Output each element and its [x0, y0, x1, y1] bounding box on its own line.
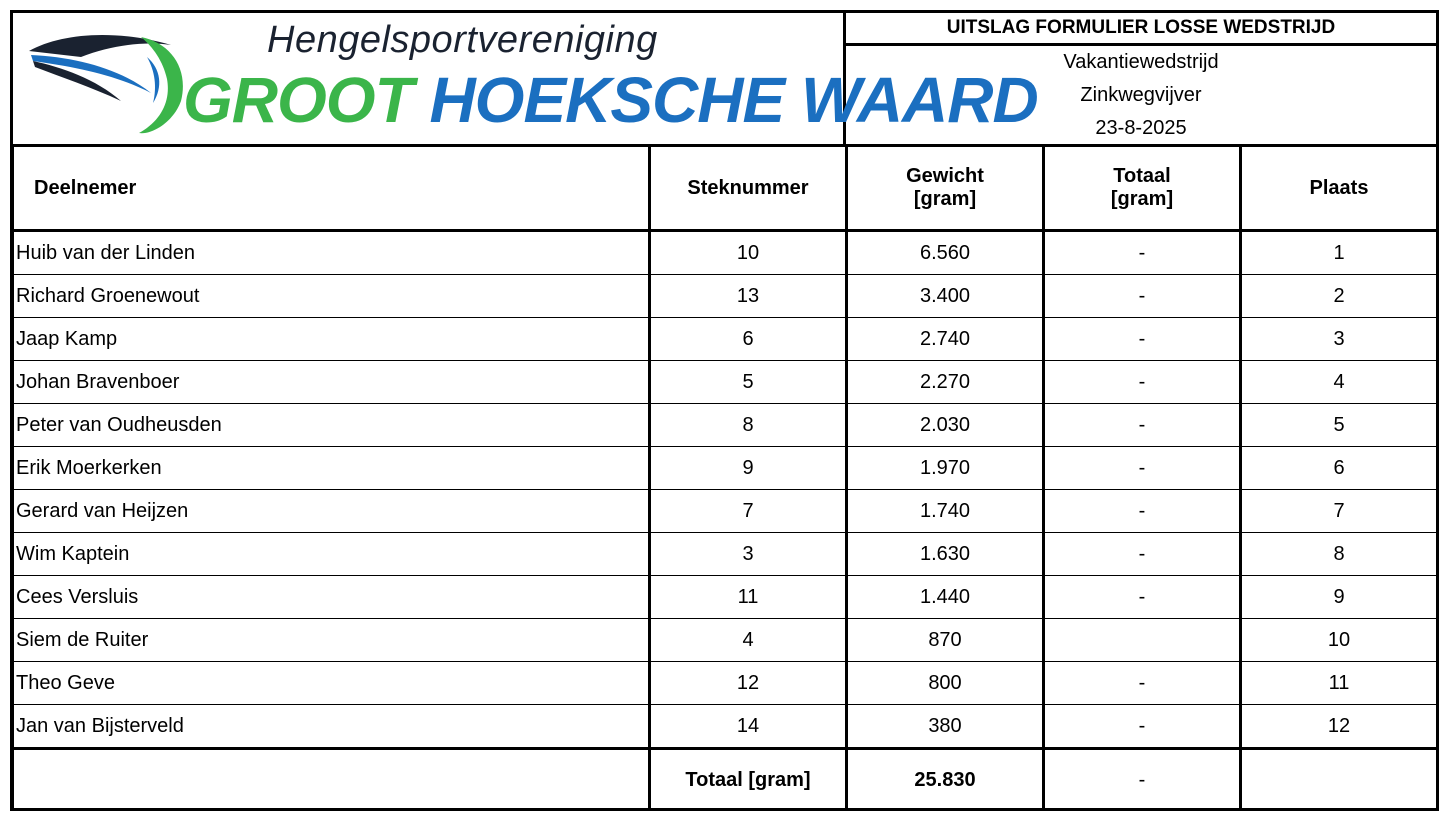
- club-logo: [13, 13, 1038, 144]
- cell-place: 4: [1241, 361, 1437, 404]
- cell-weight: 3.400: [847, 275, 1044, 318]
- cell-participant: Johan Bravenboer: [14, 361, 650, 404]
- cell-place: 7: [1241, 490, 1437, 533]
- event-date: 23-8-2025: [1095, 117, 1187, 139]
- table-row: [14, 231, 1437, 275]
- cell-weight: 1.970: [847, 447, 1044, 490]
- cell-place: 1: [1241, 231, 1437, 275]
- results-table: [13, 144, 1437, 811]
- cell-place: 10: [1241, 619, 1437, 662]
- cell-place: 2: [1241, 275, 1437, 318]
- cell-total: -: [1044, 404, 1241, 447]
- cell-total: -: [1044, 576, 1241, 619]
- cell-total: [1044, 619, 1241, 662]
- cell-peg: 10: [650, 231, 847, 275]
- cell-participant: Huib van der Linden: [14, 231, 650, 275]
- cell-peg: 7: [650, 490, 847, 533]
- col-weight-unit: [gram]: [913, 188, 977, 210]
- cell-weight: 2.030: [847, 404, 1044, 447]
- total-empty: [14, 749, 650, 811]
- cell-peg: 14: [650, 705, 847, 749]
- cell-weight: 870: [847, 619, 1044, 662]
- cell-total: -: [1044, 231, 1241, 275]
- cell-peg: 6: [650, 318, 847, 361]
- cell-total: -: [1044, 275, 1241, 318]
- cell-weight: 2.740: [847, 318, 1044, 361]
- table-row: [14, 619, 1437, 662]
- table-row: [14, 490, 1437, 533]
- cell-participant: Siem de Ruiter: [14, 619, 650, 662]
- cell-participant: Richard Groenewout: [14, 275, 650, 318]
- cell-peg: 4: [650, 619, 847, 662]
- cell-total: -: [1044, 705, 1241, 749]
- table-row: [14, 576, 1437, 619]
- col-participant: Deelnemer: [14, 146, 650, 231]
- table-row: [14, 447, 1437, 490]
- table-row: [14, 533, 1437, 576]
- header-row: [14, 146, 1437, 231]
- cell-total: -: [1044, 533, 1241, 576]
- cell-weight: 1.440: [847, 576, 1044, 619]
- cell-total: -: [1044, 361, 1241, 404]
- table-row: [14, 404, 1437, 447]
- total-label: Totaal [gram]: [650, 749, 847, 811]
- cell-participant: Cees Versluis: [14, 576, 650, 619]
- event-name: Vakantiewedstrijd: [1063, 51, 1219, 73]
- cell-participant: Peter van Oudheusden: [14, 404, 650, 447]
- cell-weight: 1.630: [847, 533, 1044, 576]
- cell-place: 6: [1241, 447, 1437, 490]
- cell-weight: 6.560: [847, 231, 1044, 275]
- cell-place: 9: [1241, 576, 1437, 619]
- event-location: Zinkwegvijver: [1080, 84, 1202, 106]
- table-row: [14, 361, 1437, 404]
- col-total-unit: [gram]: [1110, 188, 1174, 210]
- cell-peg: 3: [650, 533, 847, 576]
- cell-place: 5: [1241, 404, 1437, 447]
- table-row: [14, 662, 1437, 705]
- cell-weight: 800: [847, 662, 1044, 705]
- cell-total: -: [1044, 447, 1241, 490]
- cell-peg: 5: [650, 361, 847, 404]
- cell-peg: 13: [650, 275, 847, 318]
- cell-place: 3: [1241, 318, 1437, 361]
- org-name-groot: GROOT: [183, 64, 413, 136]
- cell-place: 8: [1241, 533, 1437, 576]
- results-form: [10, 10, 1439, 811]
- table-row: [14, 275, 1437, 318]
- cell-place: 12: [1241, 705, 1437, 749]
- cell-participant: Gerard van Heijzen: [14, 490, 650, 533]
- cell-peg: 8: [650, 404, 847, 447]
- col-weight: [847, 146, 1044, 231]
- cell-peg: 9: [650, 447, 847, 490]
- cell-total: -: [1044, 490, 1241, 533]
- table-row: [14, 705, 1437, 749]
- col-peg: Steknummer: [650, 146, 847, 231]
- org-name-top: Hengelsportvereniging: [267, 19, 658, 61]
- col-weight-label: Gewicht: [906, 165, 984, 187]
- form-title: UITSLAG FORMULIER LOSSE WEDSTRIJD: [846, 13, 1436, 46]
- total-place-empty: [1241, 749, 1437, 811]
- cell-place: 11: [1241, 662, 1437, 705]
- cell-weight: 1.740: [847, 490, 1044, 533]
- form-header: [846, 13, 1436, 144]
- col-total-label: Totaal: [1113, 165, 1171, 187]
- cell-total: -: [1044, 662, 1241, 705]
- cell-participant: Jan van Bijsterveld: [14, 705, 650, 749]
- total-total: -: [1044, 749, 1241, 811]
- total-row: [14, 749, 1437, 811]
- total-weight: 25.830: [847, 749, 1044, 811]
- fish-logo-icon: [21, 23, 191, 138]
- col-total: [1044, 146, 1241, 231]
- cell-participant: Theo Geve: [14, 662, 650, 705]
- table-row: [14, 318, 1437, 361]
- event-info: [846, 46, 1436, 145]
- cell-peg: 12: [650, 662, 847, 705]
- cell-participant: Wim Kaptein: [14, 533, 650, 576]
- cell-total: -: [1044, 318, 1241, 361]
- org-name-hoeksche-waard: HOEKSCHE WAARD: [429, 64, 1038, 136]
- cell-weight: 380: [847, 705, 1044, 749]
- cell-peg: 11: [650, 576, 847, 619]
- cell-weight: 2.270: [847, 361, 1044, 404]
- cell-participant: Erik Moerkerken: [14, 447, 650, 490]
- col-place: Plaats: [1241, 146, 1437, 231]
- cell-participant: Jaap Kamp: [14, 318, 650, 361]
